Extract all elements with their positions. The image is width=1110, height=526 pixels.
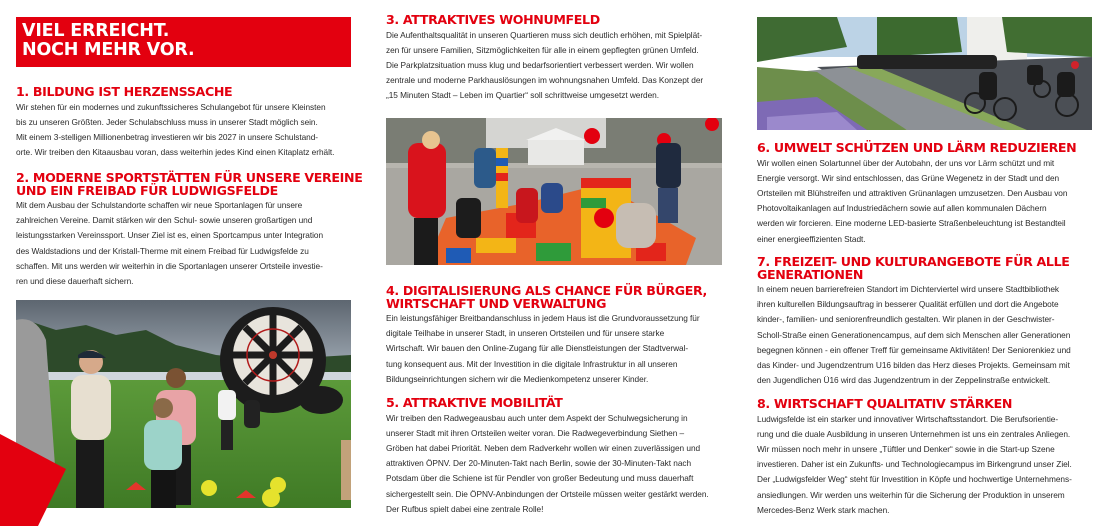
body-line: ren und diese dauerhaft sichern. [16, 276, 134, 287]
building-blocks-photo [386, 118, 722, 265]
section-body [757, 282, 1071, 388]
body-line: das Kinder- und Jugendzentrum U16 bilden das Herz dieses Projekts. Gemeinsam mit [757, 360, 1070, 371]
section-title: 8. WIRTSCHAFT QUALITATIV STÄRKEN [757, 396, 1013, 411]
section-title: 3. ATTRAKTIVES WOHNUMFELD [386, 12, 600, 27]
body-line: Ludwigsfelde ist ein starker und innovativer Wirtschaftsstandort. Die Berufsorientie- [757, 413, 1059, 424]
body-line: zen für unsere Familien, Sitzmöglichkeiten für alle in einem gepflegten grünen Umfeld. [386, 44, 699, 55]
body-line: Wir müssen noch mehr in unsere „Tüftler und Denker“ sowie in die Start-up Szene [757, 443, 1055, 454]
body-line: leistungsstarken Vereinssport. Unser Ziel ist es, einen Sportcampus unter Integration [16, 230, 324, 241]
body-line: Der „Ludwigsfelder Weg“ steht für Investition in Köpfe und hochwertige Unternehmens- [757, 474, 1072, 485]
section-title: 6. UMWELT SCHÜTZEN UND LÄRM REDUZIEREN [757, 140, 1077, 155]
body-line: tung konsequent aus. Mit der Investition in die digitale Infrastruktur in all unseren [386, 358, 678, 369]
body-line: Die Parkplatzsituation muss klug und bedarfsorientiert verbessert werden. Wir wollen [386, 59, 694, 70]
football-darts-photo [16, 300, 351, 508]
section-body [16, 198, 362, 289]
section-umwelt [757, 142, 1076, 247]
section-title: 4. DIGITALISIERUNG ALS CHANCE FÜR BÜRGER, [386, 283, 707, 298]
body-line: Mit einem 3-stelligen Millionenbetrag investieren wir bis 2027 in unsere Schulstand- [16, 131, 319, 142]
body-line: zentrale und moderne Parkhauslösungen im wohnungsnahen Umfeld. Das Konzept der [386, 75, 704, 86]
body-line: Mit dem Ausbau der Schulstandorte schaffen wir neue Sportanlagen für unsere [16, 200, 303, 210]
body-line: Wir treiben den Radwegeausbau auch unter dem Aspekt der Schulwegsicherung in [386, 412, 688, 423]
body-line: Wir stehen für ein modernes und zukunftssicheres Schulangebot für unsere Kleinsten [16, 101, 326, 112]
body-line: Energie versorgt. Wir sind entschlossen, das Grüne Wegenetz in der Stadt und den [757, 172, 1060, 183]
body-line: unserer Stadt mit ihren Ortsteilen weiter voran. Die Radwegeverbindung Siethen – [386, 427, 685, 438]
body-line: attraktiven ÖPNV. Der 20-Minuten-Takt nach Berlin, sowie der 30-Minuten-Takt nach [386, 458, 692, 469]
body-line: Wir wollen einen Solartunnel über der Autobahn, der uns vor Lärm schützt und mit [757, 157, 1055, 168]
body-line: kinder-, familien- und seniorenfreundlich gestalten. Wir planen in der Geschwister- [757, 314, 1055, 325]
body-line: ansiedlungen. Wir werden uns weiterhin für die Sicherung der Produktion in unserem [757, 489, 1065, 500]
body-line: zahlreichen Vereine. Damit stärken wir den Schul- sowie unseren großartigen und [16, 215, 313, 226]
body-line: orte. Wir treiben den Kitaausbau voran, dass weiterhin jedes Kind einen Kitaplatz erhält. [16, 147, 335, 158]
body-line: Photovoltaikanlagen auf Industriedächern sowie auf allen kommunalen Dächern [757, 203, 1047, 214]
headline-line-1: VIEL ERREICHT. [22, 21, 170, 41]
body-line: einer energieeffizienten Stadt. [757, 233, 866, 244]
body-line: In einem neuen barrierefreien Standort im Dichterviertel wird unsere Stadtbibliothek [757, 284, 1060, 294]
body-line: bis zu unseren Größten. Jeder Schulabschluss muss in unserer Stadt möglich sein. [16, 116, 318, 127]
headline-line-2: NOCH MEHR VOR. [22, 40, 195, 60]
section-body [386, 411, 709, 517]
body-line: Potsdam über die Schiene ist für Pendler von großer Bedeutung und muss dauerhaft [386, 473, 694, 484]
section-body [757, 412, 1072, 518]
section-digitalisierung [386, 285, 707, 387]
section-title: 7. FREIZEIT- UND KULTURANGEBOTE FÜR ALLE [757, 254, 1070, 269]
headline-banner [16, 17, 351, 67]
section-title: UND EIN FREIBAD FÜR LUDWIGSFELDE [16, 182, 278, 198]
body-line: Ein leistungsfähiger Breitbandanschluss in jedem Haus ist die Grundvoraussetzung für [386, 313, 700, 323]
body-line: schaffen. Mit uns werden wir weiterhin in die Sportanlagen unserer Ortsteile investie- [16, 260, 323, 271]
section-title: 2. MODERNE SPORTSTÄTTEN FÜR UNSERE VEREINE [16, 170, 363, 185]
body-line: rung und die duale Ausbildung in unseren Unternehmen ist uns ein zentrales Anliegen. [757, 428, 1071, 439]
body-line: Ortsteilen mit Blühstreifen und attraktiven Grünanlagen umzusetzen. Den Ausbau von [757, 187, 1068, 198]
body-line: werden wir forcieren. Eine moderne LED-basierte Straßenbeleuchtung ist Bestandteil [757, 218, 1066, 229]
section-bildung [16, 86, 334, 160]
section-freizeit-kultur [757, 256, 1071, 388]
body-line: sichergestellt sein. Die ÖPNV-Anbindungen der Ortsteile müssen weiter gestärkt werden. [386, 488, 709, 499]
body-line: Bildungseinrichtungen sichern wir die Medienkompetenz unserer Kinder. [386, 373, 649, 384]
body-line: ihren kulturellen Bildungsauftrag in besserer Qualität erfüllen und dort die Angebote [757, 299, 1059, 310]
body-line: den Jugendlichen Ü16 wird das Jugendzentrum in der Zeppelinstraße entwickelt. [757, 375, 1051, 386]
body-line: Die Aufenthaltsqualität in unseren Quartieren muss sich deutlich erhöhen, mit Spielplät- [386, 29, 703, 40]
section-body [16, 100, 334, 161]
body-line: Mercedes-Benz Werk stark machen. [757, 504, 890, 515]
section-wirtschaft [757, 398, 1072, 518]
section-mobilitaet [386, 397, 709, 517]
section-sportstaetten [16, 172, 362, 289]
body-line: „15 Minuten Stadt – Leben im Quartier“ soll schrittweise umgesetzt werden. [386, 90, 659, 101]
body-line: investieren. Daher ist ein Zukunfts- und Technologiecampus im Birkengrund unser Ziel. [757, 459, 1072, 470]
section-body [757, 156, 1076, 247]
section-wohnumfeld [386, 14, 703, 104]
section-body [386, 311, 707, 387]
body-line: des Waldstadions und der Kristall-Therme mit einem Freibad für Ludwigsfelde zu [16, 245, 309, 256]
section-title: GENERATIONEN [757, 266, 864, 282]
body-line: digitale Teilhabe in unserer Stadt, in unseren Ortsteilen und für unsere starke [386, 328, 665, 339]
section-body [386, 28, 703, 104]
body-line: Der Rufbus spielt dabei eine zentrale Rolle! [386, 503, 544, 514]
section-title: 5. ATTRAKTIVE MOBILITÄT [386, 395, 563, 410]
body-line: Gröben hat dabei Priorität. Neben dem Radverkehr wollen wir einen zuverlässigen und [386, 442, 701, 453]
section-title: 1. BILDUNG IST HERZENSSACHE [16, 84, 233, 99]
body-line: Wirtschaft. Wir bauen den Online-Zugang für alle Dienstleistungen der Stadtverwal- [386, 343, 689, 354]
cycling-race-photo [757, 17, 1092, 130]
body-line: Scholl-Straße einen Generationencampus, auf dem sich Menschen aller Generationen [757, 329, 1071, 340]
body-line: begegnen können - ein offener Treff für gemeinsame Aktivitäten! Der Seniorenkiez und [757, 344, 1071, 355]
section-title: WIRTSCHAFT UND VERWALTUNG [386, 295, 607, 311]
